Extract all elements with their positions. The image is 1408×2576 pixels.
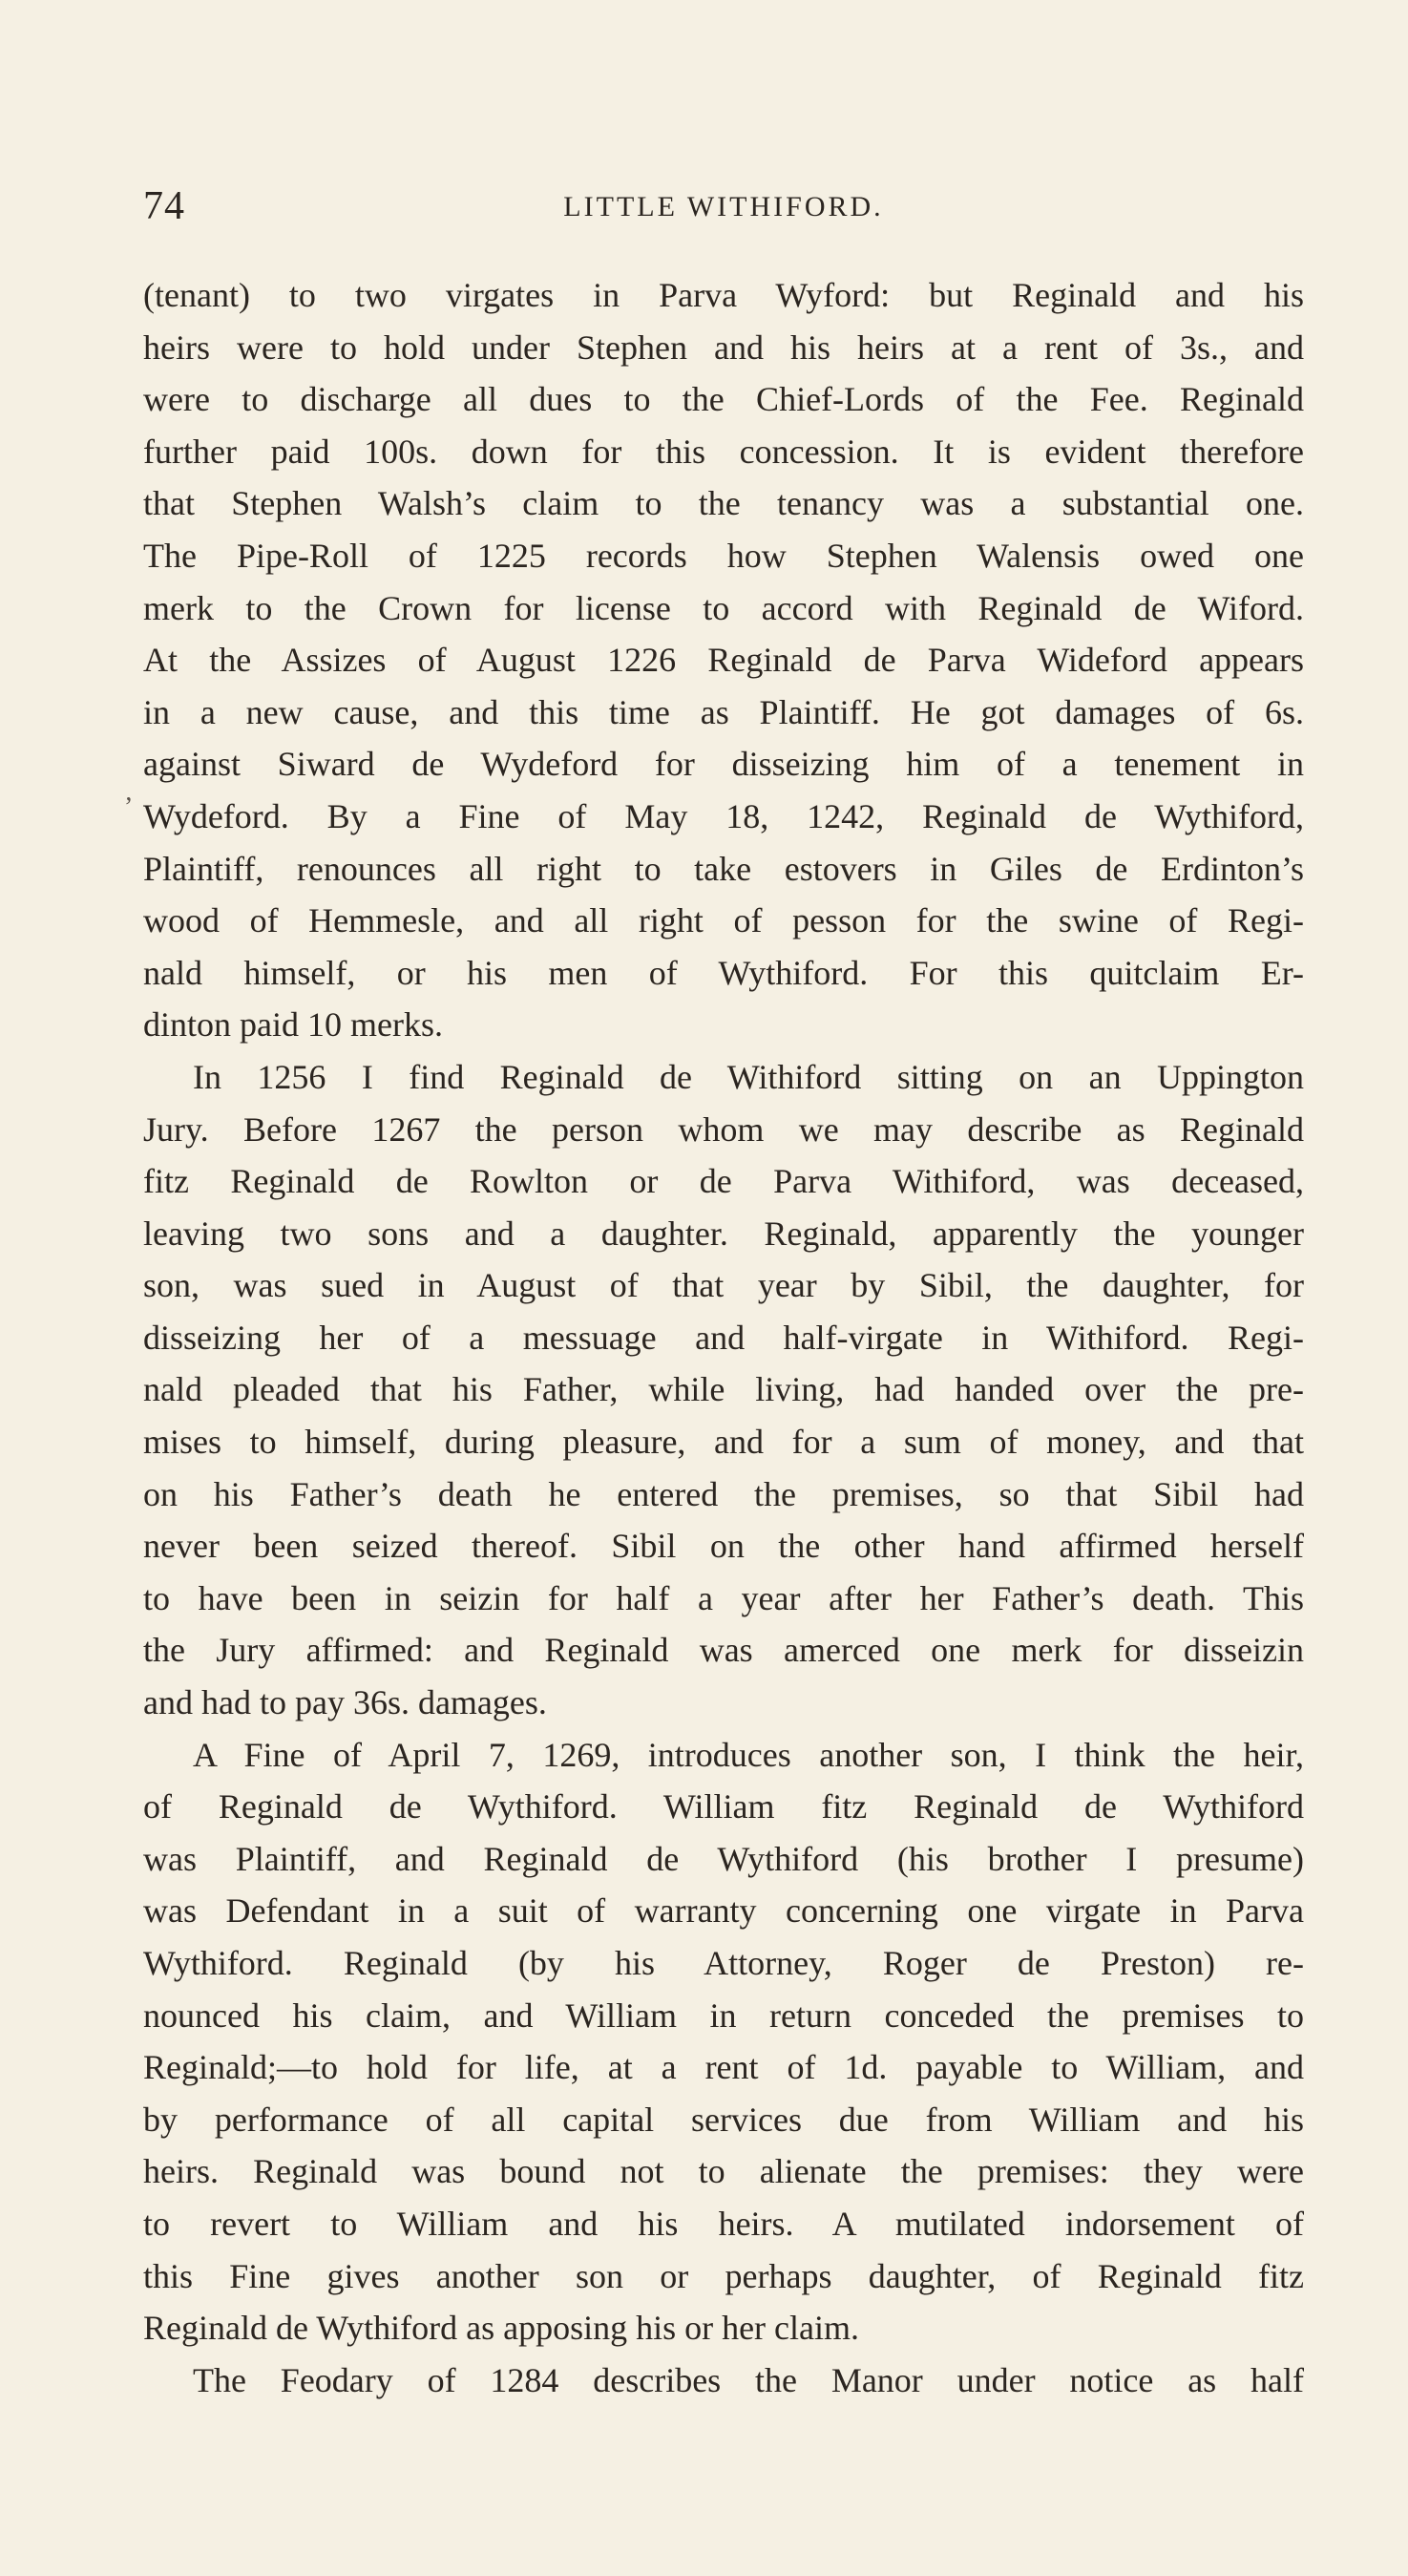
text-line: (tenant) to two virgates in Parva Wyford: but Reginald and his bbox=[143, 276, 1304, 314]
text-line: mises to himself, during pleasure, and for a sum of money, and that bbox=[143, 1423, 1304, 1462]
text-line: on his Father’s death he entered the premises, so that Sibil had bbox=[143, 1474, 1304, 1513]
text-line: by performance of all capital services due from William and his bbox=[143, 2100, 1304, 2139]
text-line: son, was sued in August of that year by Sibil, the daughter, for bbox=[143, 1266, 1304, 1305]
text-line: At the Assizes of August 1226 Reginald de Parva Wideford appears bbox=[143, 641, 1304, 680]
text-line: In 1256 I find Reginald de Withiford sitting on an Uppington bbox=[193, 1057, 1304, 1096]
margin-mark: ’ bbox=[124, 792, 134, 822]
text-line: to have been in seizin for half a year after her Father’s death. This bbox=[143, 1578, 1304, 1617]
text-line: nald himself, or his men of Wythiford. For this quitclaim Er- bbox=[143, 953, 1304, 992]
text-line: nounced his claim, and William in return conceded the premises to bbox=[143, 1995, 1304, 2035]
text-line: to revert to William and his heirs. A mutilated indorsement of bbox=[143, 2204, 1304, 2243]
text-line: this Fine gives another son or perhaps daughter, of Reginald fitz bbox=[143, 2256, 1304, 2295]
text-line: Plaintiff, renounces all right to take estovers in Giles de Erdinton’s bbox=[143, 849, 1304, 888]
text-line: Wydeford. By a Fine of May 18, 1242, Reginald de Wythiford, bbox=[143, 796, 1304, 835]
text-line: Reginald;—to hold for life, at a rent of 1d. payable to William, and bbox=[143, 2048, 1304, 2087]
page-header bbox=[143, 183, 1304, 241]
text-line: Wythiford. Reginald (by his Attorney, Roger de Preston) re- bbox=[143, 1944, 1304, 1982]
text-line: was Plaintiff, and Reginald de Wythiford (his brother I presume) bbox=[143, 1839, 1304, 1878]
text-line: further paid 100s. down for this concession. It is evident therefore bbox=[143, 432, 1304, 471]
text-line: Reginald de Wythiford as apposing his or her claim. bbox=[143, 2309, 860, 2348]
text-line: heirs. Reginald was bound not to alienate the premises: they were bbox=[143, 2152, 1304, 2191]
body-text bbox=[143, 269, 1304, 2406]
text-line: leaving two sons and a daughter. Reginald, apparently the younger bbox=[143, 1214, 1304, 1253]
text-line: nald pleaded that his Father, while living, had handed over the pre- bbox=[143, 1370, 1304, 1409]
text-line: and had to pay 36s. damages. bbox=[143, 1683, 547, 1722]
text-line: wood of Hemmesle, and all right of pesson for the swine of Regi- bbox=[143, 901, 1304, 940]
running-title: LITTLE WITHIFORD. bbox=[563, 191, 884, 222]
text-line: disseizing her of a messuage and half-virgate in Withiford. Regi- bbox=[143, 1318, 1304, 1357]
page-number: 74 bbox=[143, 184, 185, 228]
text-line: Jury. Before 1267 the person whom we may describe as Reginald bbox=[143, 1109, 1304, 1149]
text-line: merk to the Crown for license to accord with Reginald de Wiford. bbox=[143, 588, 1304, 627]
text-line: heirs were to hold under Stephen and his heirs at a rent of 3s., and bbox=[143, 327, 1304, 367]
text-line: never been seized thereof. Sibil on the other hand affirmed herself bbox=[143, 1527, 1304, 1566]
text-line: The Feodary of 1284 describes the Manor under notice as half bbox=[193, 2360, 1304, 2399]
text-line: The Pipe-Roll of 1225 records how Stephen Walensis owed one bbox=[143, 536, 1304, 575]
text-line: was Defendant in a suit of warranty concerning one virgate in Parva bbox=[143, 1891, 1304, 1931]
text-line: in a new cause, and this time as Plaintiff. He got damages of 6s. bbox=[143, 692, 1304, 731]
text-line: dinton paid 10 merks. bbox=[143, 1005, 443, 1045]
text-line: were to discharge all dues to the Chief-Lords of the Fee. Reginald bbox=[143, 380, 1304, 419]
text-line: the Jury affirmed: and Reginald was amerced one merk for disseizin bbox=[143, 1631, 1304, 1670]
text-line: fitz Reginald de Rowlton or de Parva Withiford, was deceased, bbox=[143, 1162, 1304, 1201]
text-line: of Reginald de Wythiford. William fitz Reginald de Wythiford bbox=[143, 1787, 1304, 1826]
text-line: against Siward de Wydeford for disseizing him of a tenement in bbox=[143, 745, 1304, 784]
text-line: A Fine of April 7, 1269, introduces another son, I think the heir, bbox=[193, 1735, 1304, 1774]
text-line: that Stephen Walsh’s claim to the tenancy was a substantial one. bbox=[143, 484, 1304, 523]
